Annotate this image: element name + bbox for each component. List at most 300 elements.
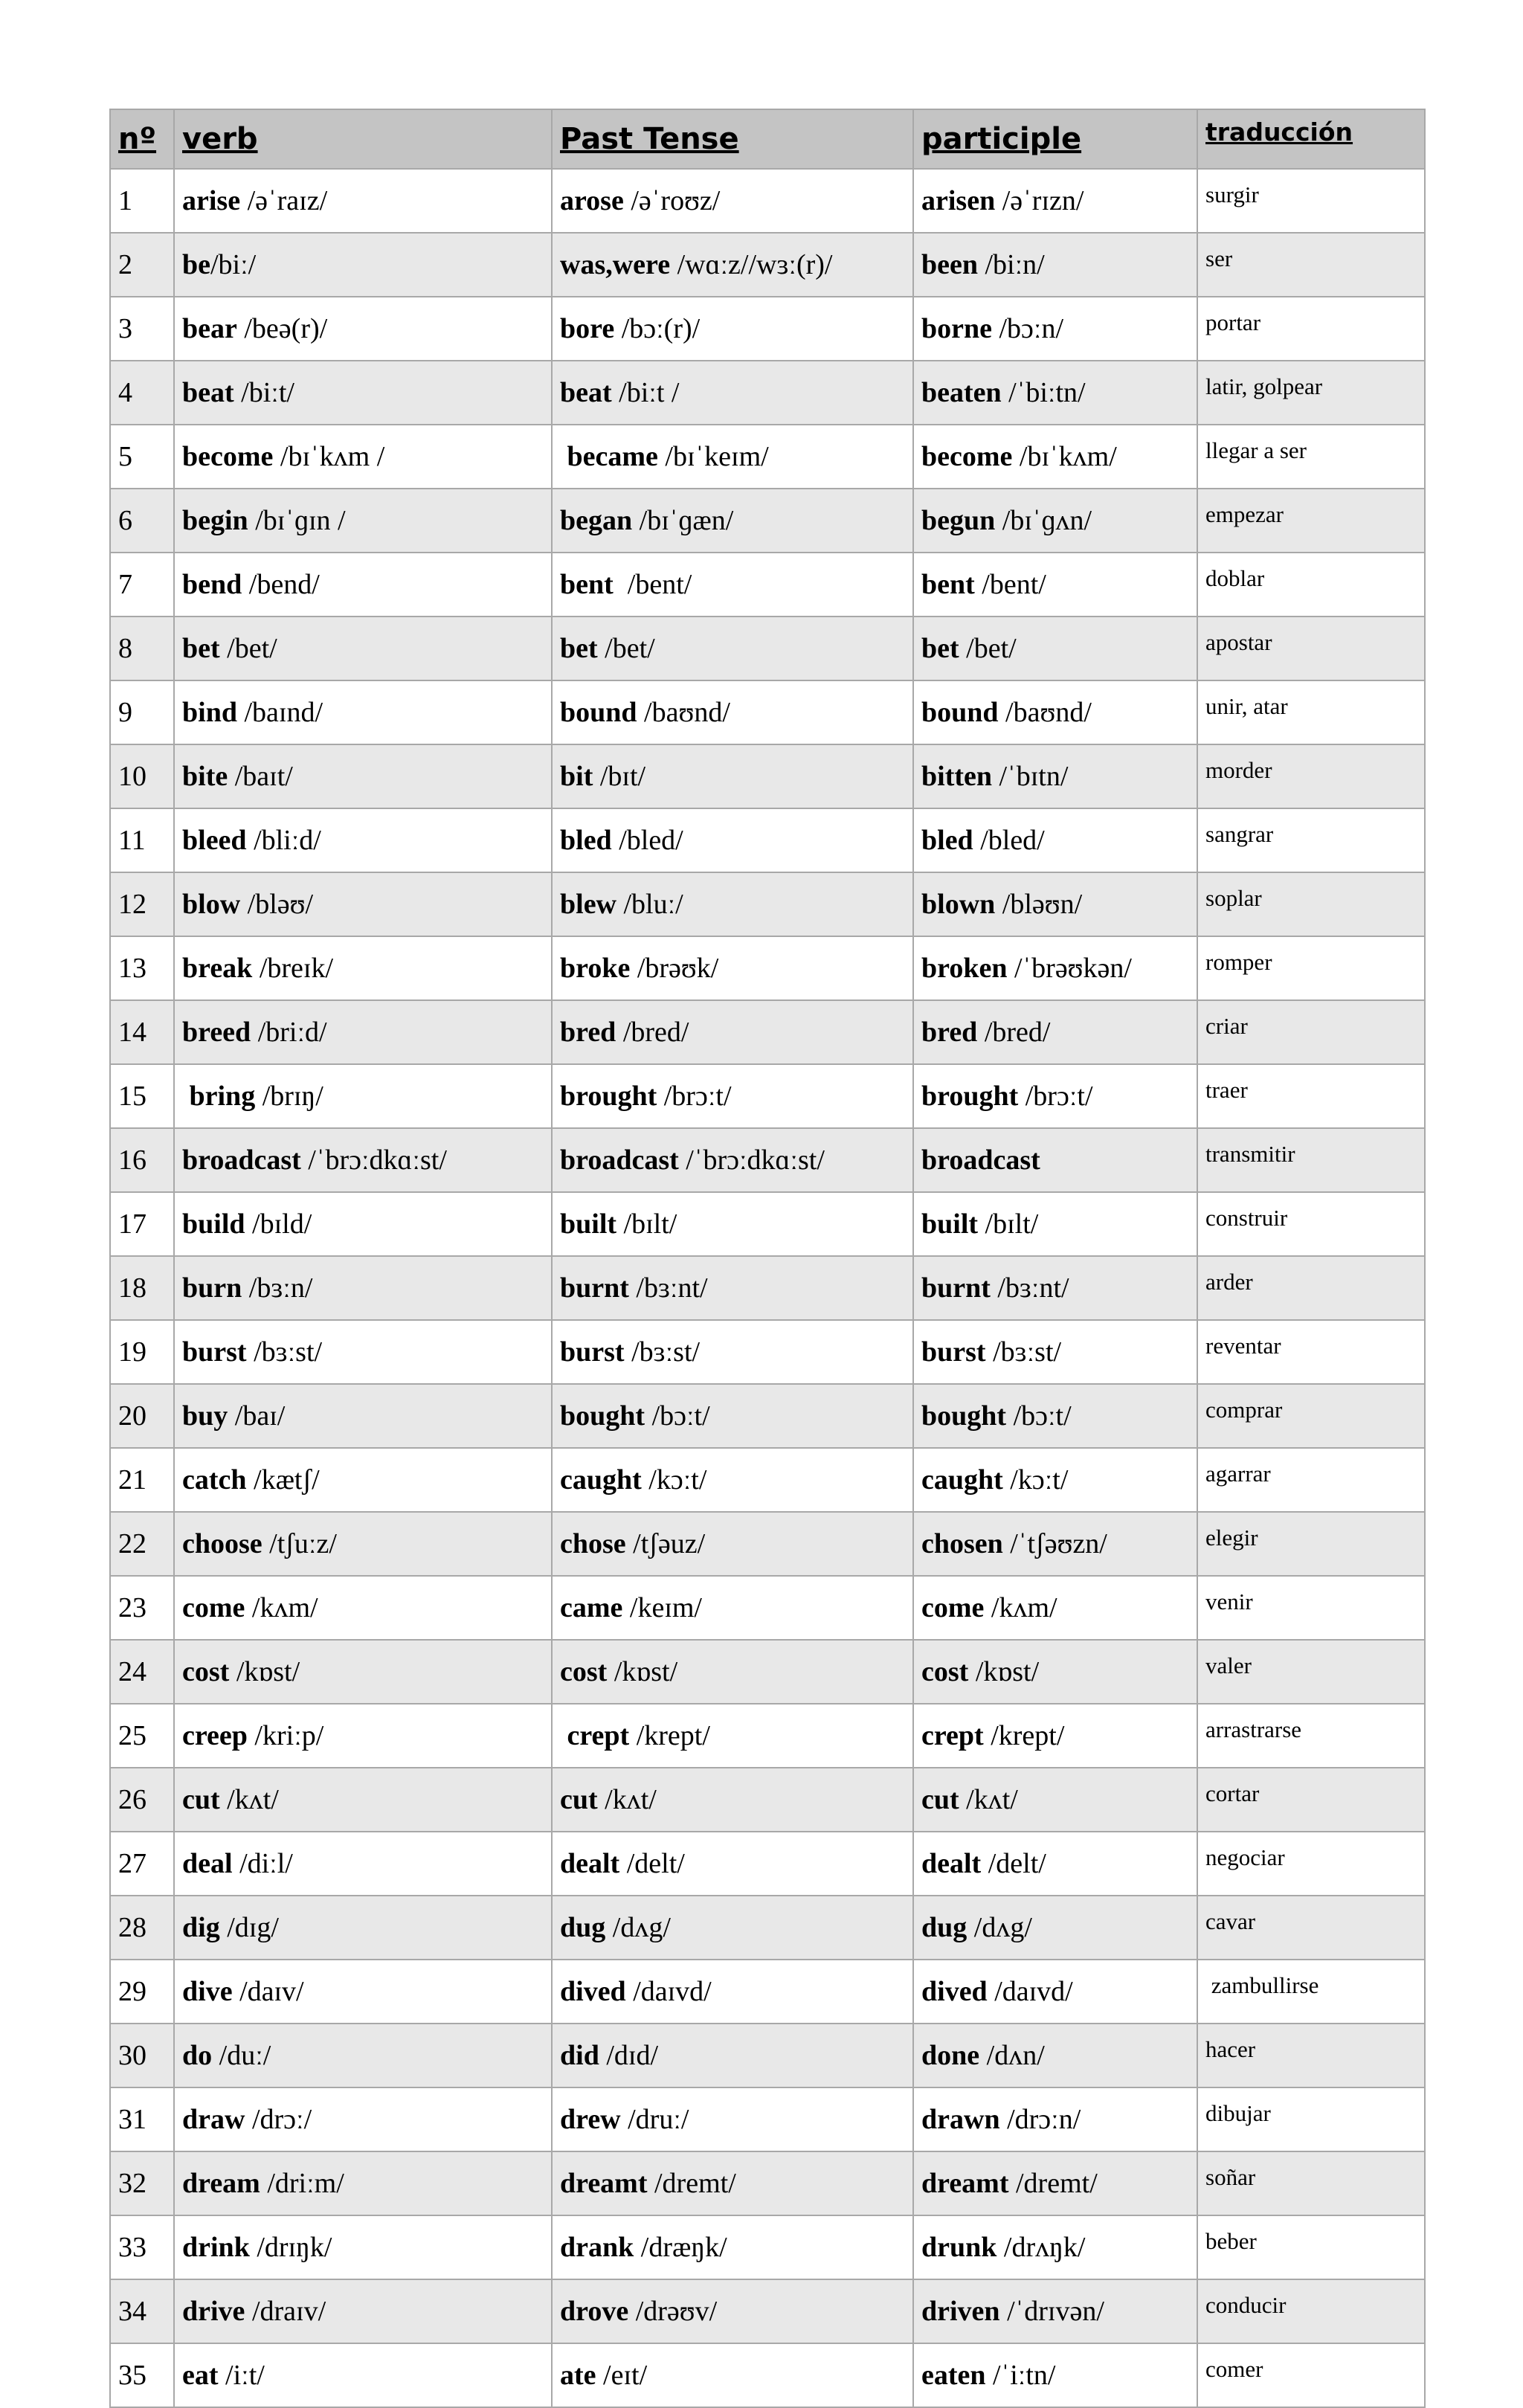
past-tense-cell bbox=[552, 680, 913, 744]
past-tense-ipa: /bred/ bbox=[616, 1017, 689, 1048]
past-tense-ipa: /kɒst/ bbox=[607, 1656, 678, 1687]
verb-word: build bbox=[182, 1208, 245, 1240]
table-row bbox=[110, 744, 1425, 808]
verb-word: bet bbox=[182, 633, 220, 664]
past-tense-cell bbox=[552, 1960, 913, 2024]
verb-ipa: /kʌm/ bbox=[245, 1592, 318, 1623]
past-tense-word: bought bbox=[560, 1400, 645, 1432]
verb-cell bbox=[174, 1192, 552, 1256]
translation-cell: zambullirse bbox=[1197, 1960, 1425, 2024]
row-number: 18 bbox=[110, 1256, 174, 1320]
participle-ipa: /bləʊn/ bbox=[995, 889, 1083, 920]
verb-cell bbox=[174, 553, 552, 617]
past-tense-word: dealt bbox=[560, 1848, 620, 1879]
row-number: 34 bbox=[110, 2279, 174, 2343]
past-tense-word: burst bbox=[560, 1336, 625, 1368]
participle-cell bbox=[913, 2024, 1197, 2087]
participle-cell bbox=[913, 2215, 1197, 2279]
past-tense-ipa: /druː/ bbox=[620, 2104, 689, 2135]
participle-ipa: /dʌg/ bbox=[967, 1912, 1032, 1943]
table-row bbox=[110, 617, 1425, 680]
past-tense-cell bbox=[552, 2151, 913, 2215]
participle-ipa: /drʌŋk/ bbox=[996, 2232, 1086, 2263]
translation-cell: beber bbox=[1197, 2215, 1425, 2279]
table-header bbox=[110, 109, 1425, 169]
table-row bbox=[110, 2215, 1425, 2279]
participle-ipa: /bred/ bbox=[977, 1017, 1051, 1048]
past-tense-ipa: /brəʊk/ bbox=[630, 953, 719, 984]
row-number: 12 bbox=[110, 872, 174, 936]
participle-ipa: /daɪvd/ bbox=[987, 1976, 1073, 2007]
participle-ipa: /bled/ bbox=[973, 825, 1045, 856]
table-row bbox=[110, 425, 1425, 489]
past-tense-word: bent bbox=[560, 569, 614, 600]
verb-word: begin bbox=[182, 505, 248, 536]
participle-cell bbox=[913, 808, 1197, 872]
table-row bbox=[110, 489, 1425, 553]
past-tense-word: did bbox=[560, 2040, 599, 2071]
header-number: nº bbox=[110, 109, 174, 169]
participle-word: blown bbox=[921, 889, 996, 920]
participle-ipa: /brɔːt/ bbox=[1018, 1081, 1093, 1112]
participle-cell bbox=[913, 1000, 1197, 1064]
verb-word: burn bbox=[182, 1272, 242, 1304]
participle-ipa: /dremt/ bbox=[1008, 2168, 1098, 2199]
verb-ipa: /baɪnd/ bbox=[236, 697, 323, 728]
translation-cell: venir bbox=[1197, 1576, 1425, 1640]
past-tense-cell bbox=[552, 361, 913, 425]
verb-cell bbox=[174, 1832, 552, 1896]
participle-word: burst bbox=[921, 1336, 986, 1368]
past-tense-cell bbox=[552, 297, 913, 361]
translation-cell: dibujar bbox=[1197, 2087, 1425, 2151]
past-tense-ipa: /bɪˈkeɪm/ bbox=[657, 441, 769, 472]
participle-cell bbox=[913, 1256, 1197, 1320]
verb-cell bbox=[174, 1384, 552, 1448]
verb-cell bbox=[174, 936, 552, 1000]
verb-word: beat bbox=[182, 377, 234, 408]
participle-cell bbox=[913, 1448, 1197, 1512]
participle-ipa: /delt/ bbox=[981, 1848, 1046, 1879]
verb-cell bbox=[174, 2343, 552, 2407]
table-row bbox=[110, 936, 1425, 1000]
participle-ipa: /əˈrɪzn/ bbox=[995, 185, 1084, 216]
translation-cell: llegar a ser bbox=[1197, 425, 1425, 489]
participle-word: dug bbox=[921, 1912, 967, 1943]
participle-ipa: /kɒst/ bbox=[968, 1656, 1040, 1687]
participle-ipa: /kʌt/ bbox=[959, 1784, 1018, 1815]
table-row bbox=[110, 1192, 1425, 1256]
table-row bbox=[110, 2343, 1425, 2407]
participle-word: bound bbox=[921, 697, 999, 728]
verb-cell bbox=[174, 425, 552, 489]
row-number: 23 bbox=[110, 1576, 174, 1640]
participle-cell bbox=[913, 1320, 1197, 1384]
row-number: 33 bbox=[110, 2215, 174, 2279]
past-tense-ipa: /bet/ bbox=[597, 633, 655, 664]
verb-word: drink bbox=[182, 2232, 250, 2263]
verb-cell bbox=[174, 617, 552, 680]
verb-ipa: /brɪŋ/ bbox=[255, 1081, 323, 1112]
verb-cell bbox=[174, 1896, 552, 1960]
past-tense-word: blew bbox=[560, 889, 616, 920]
participle-word: drawn bbox=[921, 2104, 1000, 2135]
past-tense-ipa: /bled/ bbox=[611, 825, 683, 856]
verb-cell bbox=[174, 872, 552, 936]
participle-word: cost bbox=[921, 1656, 969, 1687]
past-tense-ipa: /eɪt/ bbox=[596, 2360, 648, 2391]
past-tense-cell bbox=[552, 1704, 913, 1768]
row-number: 4 bbox=[110, 361, 174, 425]
participle-word: come bbox=[921, 1592, 985, 1623]
verb-word: dig bbox=[182, 1912, 220, 1943]
row-number: 21 bbox=[110, 1448, 174, 1512]
participle-word: dived bbox=[921, 1976, 988, 2007]
verb-ipa: /dɪg/ bbox=[219, 1912, 279, 1943]
header-row bbox=[110, 109, 1425, 169]
participle-word: drunk bbox=[921, 2232, 997, 2263]
row-number: 8 bbox=[110, 617, 174, 680]
participle-word: chosen bbox=[921, 1528, 1003, 1559]
translation-cell: surgir bbox=[1197, 169, 1425, 233]
table-row bbox=[110, 872, 1425, 936]
participle-cell bbox=[913, 1960, 1197, 2024]
translation-cell: ser bbox=[1197, 233, 1425, 297]
past-tense-ipa: /dɪd/ bbox=[599, 2040, 659, 2071]
table-row bbox=[110, 1640, 1425, 1704]
table-row bbox=[110, 1768, 1425, 1832]
past-tense-cell bbox=[552, 1256, 913, 1320]
row-number: 7 bbox=[110, 553, 174, 617]
table-row bbox=[110, 2279, 1425, 2343]
table-row bbox=[110, 1384, 1425, 1448]
participle-cell bbox=[913, 1704, 1197, 1768]
past-tense-cell bbox=[552, 1896, 913, 1960]
past-tense-word: bound bbox=[560, 697, 637, 728]
past-tense-word: broadcast bbox=[560, 1145, 679, 1176]
past-tense-word: ate bbox=[560, 2360, 596, 2391]
past-tense-ipa: /bɔː(r)/ bbox=[614, 313, 701, 344]
verb-word: broadcast bbox=[182, 1145, 301, 1176]
participle-cell bbox=[913, 169, 1197, 233]
table-row bbox=[110, 553, 1425, 617]
past-tense-ipa: /wɑːz//wɜː(r)/ bbox=[670, 249, 833, 280]
past-tense-word: crept bbox=[560, 1720, 630, 1751]
verb-word: do bbox=[182, 2040, 213, 2071]
translation-cell: comer bbox=[1197, 2343, 1425, 2407]
row-number: 29 bbox=[110, 1960, 174, 2024]
participle-word: arisen bbox=[921, 185, 996, 216]
past-tense-ipa: /delt/ bbox=[619, 1848, 685, 1879]
verb-word: creep bbox=[182, 1720, 248, 1751]
past-tense-ipa: /dremt/ bbox=[647, 2168, 736, 2199]
participle-cell bbox=[913, 617, 1197, 680]
table-row bbox=[110, 1960, 1425, 2024]
table-row bbox=[110, 297, 1425, 361]
verb-ipa: /kʌt/ bbox=[219, 1784, 279, 1815]
row-number: 17 bbox=[110, 1192, 174, 1256]
participle-cell bbox=[913, 1832, 1197, 1896]
translation-cell: reventar bbox=[1197, 1320, 1425, 1384]
participle-ipa: /baʊnd/ bbox=[998, 697, 1092, 728]
table-row bbox=[110, 1256, 1425, 1320]
row-number: 19 bbox=[110, 1320, 174, 1384]
participle-ipa: /ˈiːtn/ bbox=[985, 2360, 1056, 2391]
row-number: 6 bbox=[110, 489, 174, 553]
translation-cell: soplar bbox=[1197, 872, 1425, 936]
header-participle: participle bbox=[913, 109, 1197, 169]
translation-cell: sangrar bbox=[1197, 808, 1425, 872]
past-tense-word: was,were bbox=[560, 249, 671, 280]
verb-ipa: /baɪ/ bbox=[228, 1400, 286, 1432]
participle-word: been bbox=[921, 249, 978, 280]
translation-cell: empezar bbox=[1197, 489, 1425, 553]
participle-cell bbox=[913, 489, 1197, 553]
participle-word: dreamt bbox=[921, 2168, 1009, 2199]
verb-ipa: /bet/ bbox=[219, 633, 277, 664]
verb-ipa: /biː/ bbox=[210, 249, 257, 280]
participle-ipa: /kɔːt/ bbox=[1002, 1464, 1069, 1496]
table-row bbox=[110, 233, 1425, 297]
table-row bbox=[110, 1704, 1425, 1768]
past-tense-cell bbox=[552, 808, 913, 872]
table-row bbox=[110, 1128, 1425, 1192]
translation-cell: arrastrarse bbox=[1197, 1704, 1425, 1768]
row-number: 30 bbox=[110, 2024, 174, 2087]
past-tense-cell bbox=[552, 2279, 913, 2343]
verb-ipa: /bləʊ/ bbox=[240, 889, 314, 920]
verb-cell bbox=[174, 169, 552, 233]
verb-word: choose bbox=[182, 1528, 263, 1559]
past-tense-ipa: /baʊnd/ bbox=[637, 697, 730, 728]
participle-word: caught bbox=[921, 1464, 1003, 1496]
participle-cell bbox=[913, 553, 1197, 617]
past-tense-cell bbox=[552, 233, 913, 297]
participle-ipa: /bɪˈkʌm/ bbox=[1012, 441, 1117, 472]
participle-cell bbox=[913, 744, 1197, 808]
past-tense-cell bbox=[552, 2343, 913, 2407]
past-tense-word: cut bbox=[560, 1784, 598, 1815]
row-number: 14 bbox=[110, 1000, 174, 1064]
past-tense-word: built bbox=[560, 1208, 617, 1240]
verb-ipa: /tʃuːz/ bbox=[262, 1528, 337, 1559]
past-tense-cell bbox=[552, 1576, 913, 1640]
past-tense-cell bbox=[552, 553, 913, 617]
participle-cell bbox=[913, 361, 1197, 425]
table-row bbox=[110, 1576, 1425, 1640]
past-tense-ipa: /bɪˈɡæn/ bbox=[632, 505, 734, 536]
translation-cell: arder bbox=[1197, 1256, 1425, 1320]
participle-word: borne bbox=[921, 313, 992, 344]
participle-ipa: /ˈtʃəʊzn/ bbox=[1002, 1528, 1107, 1559]
participle-cell bbox=[913, 233, 1197, 297]
verb-word: bring bbox=[182, 1081, 256, 1112]
participle-word: broken bbox=[921, 953, 1008, 984]
translation-cell: negociar bbox=[1197, 1832, 1425, 1896]
verb-ipa: /bɪˈɡɪn / bbox=[248, 505, 346, 536]
participle-word: begun bbox=[921, 505, 996, 536]
verb-cell bbox=[174, 1064, 552, 1128]
participle-cell bbox=[913, 872, 1197, 936]
table-row bbox=[110, 2151, 1425, 2215]
past-tense-ipa: /tʃəuz/ bbox=[625, 1528, 706, 1559]
past-tense-word: dreamt bbox=[560, 2168, 648, 2199]
participle-cell bbox=[913, 1384, 1197, 1448]
past-tense-word: chose bbox=[560, 1528, 626, 1559]
verb-cell bbox=[174, 1704, 552, 1768]
verb-cell bbox=[174, 2024, 552, 2087]
verb-ipa: /duː/ bbox=[212, 2040, 271, 2071]
participle-ipa: /bɔːt/ bbox=[1006, 1400, 1072, 1432]
verb-word: come bbox=[182, 1592, 245, 1623]
row-number: 24 bbox=[110, 1640, 174, 1704]
row-number: 28 bbox=[110, 1896, 174, 1960]
verb-cell bbox=[174, 233, 552, 297]
past-tense-word: bled bbox=[560, 825, 612, 856]
verb-cell bbox=[174, 2215, 552, 2279]
past-tense-cell bbox=[552, 2024, 913, 2087]
verb-ipa: /drɔː/ bbox=[245, 2104, 312, 2135]
verb-word: arise bbox=[182, 185, 241, 216]
past-tense-cell bbox=[552, 1448, 913, 1512]
verb-cell bbox=[174, 2087, 552, 2151]
verb-word: blow bbox=[182, 889, 241, 920]
past-tense-ipa: /kʌt/ bbox=[597, 1784, 657, 1815]
participle-cell bbox=[913, 2087, 1197, 2151]
translation-cell: romper bbox=[1197, 936, 1425, 1000]
past-tense-ipa: /daɪvd/ bbox=[625, 1976, 712, 2007]
past-tense-word: brought bbox=[560, 1081, 657, 1112]
past-tense-word: bet bbox=[560, 633, 598, 664]
translation-cell: cavar bbox=[1197, 1896, 1425, 1960]
row-number: 26 bbox=[110, 1768, 174, 1832]
translation-cell: doblar bbox=[1197, 553, 1425, 617]
verb-word: cut bbox=[182, 1784, 220, 1815]
translation-cell: valer bbox=[1197, 1640, 1425, 1704]
participle-cell bbox=[913, 2343, 1197, 2407]
past-tense-cell bbox=[552, 1128, 913, 1192]
verb-word: deal bbox=[182, 1848, 233, 1879]
participle-cell bbox=[913, 1768, 1197, 1832]
translation-cell: conducir bbox=[1197, 2279, 1425, 2343]
row-number: 32 bbox=[110, 2151, 174, 2215]
translation-cell: portar bbox=[1197, 297, 1425, 361]
verb-cell bbox=[174, 1256, 552, 1320]
participle-ipa: /bet/ bbox=[959, 633, 1017, 664]
verb-cell bbox=[174, 680, 552, 744]
verb-word: cost bbox=[182, 1656, 230, 1687]
participle-word: done bbox=[921, 2040, 980, 2071]
verb-cell bbox=[174, 1512, 552, 1576]
translation-cell: criar bbox=[1197, 1000, 1425, 1064]
row-number: 16 bbox=[110, 1128, 174, 1192]
participle-word: bent bbox=[921, 569, 975, 600]
participle-cell bbox=[913, 1128, 1197, 1192]
past-tense-word: burnt bbox=[560, 1272, 629, 1304]
past-tense-cell bbox=[552, 1384, 913, 1448]
participle-cell bbox=[913, 2151, 1197, 2215]
verb-cell bbox=[174, 361, 552, 425]
participle-cell bbox=[913, 1640, 1197, 1704]
past-tense-ipa: /əˈroʊz/ bbox=[623, 185, 721, 216]
verb-cell bbox=[174, 1000, 552, 1064]
translation-cell: elegir bbox=[1197, 1512, 1425, 1576]
participle-ipa: /ˈbɪtn/ bbox=[992, 761, 1069, 792]
past-tense-word: became bbox=[560, 441, 658, 472]
participle-ipa: /ˈbrəʊkən/ bbox=[1007, 953, 1132, 984]
past-tense-cell bbox=[552, 872, 913, 936]
verb-ipa: /driːm/ bbox=[260, 2168, 344, 2199]
row-number: 5 bbox=[110, 425, 174, 489]
row-number: 9 bbox=[110, 680, 174, 744]
translation-cell: comprar bbox=[1197, 1384, 1425, 1448]
participle-ipa: /krept/ bbox=[983, 1720, 1065, 1751]
past-tense-word: began bbox=[560, 505, 633, 536]
verb-ipa: /ˈbrɔːdkɑːst/ bbox=[300, 1145, 447, 1176]
table-row bbox=[110, 1896, 1425, 1960]
verb-ipa: /breɪk/ bbox=[252, 953, 334, 984]
past-tense-ipa: /bent/ bbox=[613, 569, 692, 600]
verb-ipa: /bliːd/ bbox=[246, 825, 321, 856]
participle-word: cut bbox=[921, 1784, 959, 1815]
past-tense-cell bbox=[552, 2215, 913, 2279]
verb-cell bbox=[174, 2151, 552, 2215]
participle-cell bbox=[913, 1192, 1197, 1256]
verb-ipa: /əˈraɪz/ bbox=[240, 185, 328, 216]
row-number: 15 bbox=[110, 1064, 174, 1128]
participle-word: burnt bbox=[921, 1272, 991, 1304]
verb-ipa: /diːl/ bbox=[232, 1848, 293, 1879]
past-tense-ipa: /krept/ bbox=[629, 1720, 710, 1751]
participle-word: bred bbox=[921, 1017, 978, 1048]
translation-cell: apostar bbox=[1197, 617, 1425, 680]
table-row bbox=[110, 169, 1425, 233]
verb-word: buy bbox=[182, 1400, 228, 1432]
row-number: 31 bbox=[110, 2087, 174, 2151]
table-row bbox=[110, 2024, 1425, 2087]
translation-cell: soñar bbox=[1197, 2151, 1425, 2215]
table-row bbox=[110, 1512, 1425, 1576]
document-page bbox=[109, 109, 1424, 2408]
verb-cell bbox=[174, 808, 552, 872]
past-tense-word: drove bbox=[560, 2296, 629, 2327]
verb-ipa: /daɪv/ bbox=[232, 1976, 304, 2007]
participle-word: become bbox=[921, 441, 1013, 472]
past-tense-ipa: /bɪlt/ bbox=[616, 1208, 677, 1240]
table-row bbox=[110, 1064, 1425, 1128]
header-verb: verb bbox=[174, 109, 552, 169]
past-tense-word: dived bbox=[560, 1976, 626, 2007]
verb-word: catch bbox=[182, 1464, 247, 1496]
verb-ipa: /kɒst/ bbox=[229, 1656, 300, 1687]
participle-word: eaten bbox=[921, 2360, 986, 2391]
translation-cell: traer bbox=[1197, 1064, 1425, 1128]
participle-ipa: /drɔːn/ bbox=[999, 2104, 1081, 2135]
participle-ipa: /kʌm/ bbox=[984, 1592, 1057, 1623]
verb-cell bbox=[174, 1768, 552, 1832]
verb-word: drive bbox=[182, 2296, 245, 2327]
verb-ipa: /briːd/ bbox=[251, 1017, 327, 1048]
past-tense-ipa: /kɔːt/ bbox=[641, 1464, 707, 1496]
verb-ipa: /bɜːn/ bbox=[242, 1272, 313, 1304]
verb-ipa: /biːt/ bbox=[234, 377, 294, 408]
past-tense-cell bbox=[552, 1320, 913, 1384]
participle-word: crept bbox=[921, 1720, 984, 1751]
participle-cell bbox=[913, 936, 1197, 1000]
participle-ipa: /bɔːn/ bbox=[992, 313, 1064, 344]
verb-ipa: /beə(r)/ bbox=[236, 313, 328, 344]
table-row bbox=[110, 1832, 1425, 1896]
